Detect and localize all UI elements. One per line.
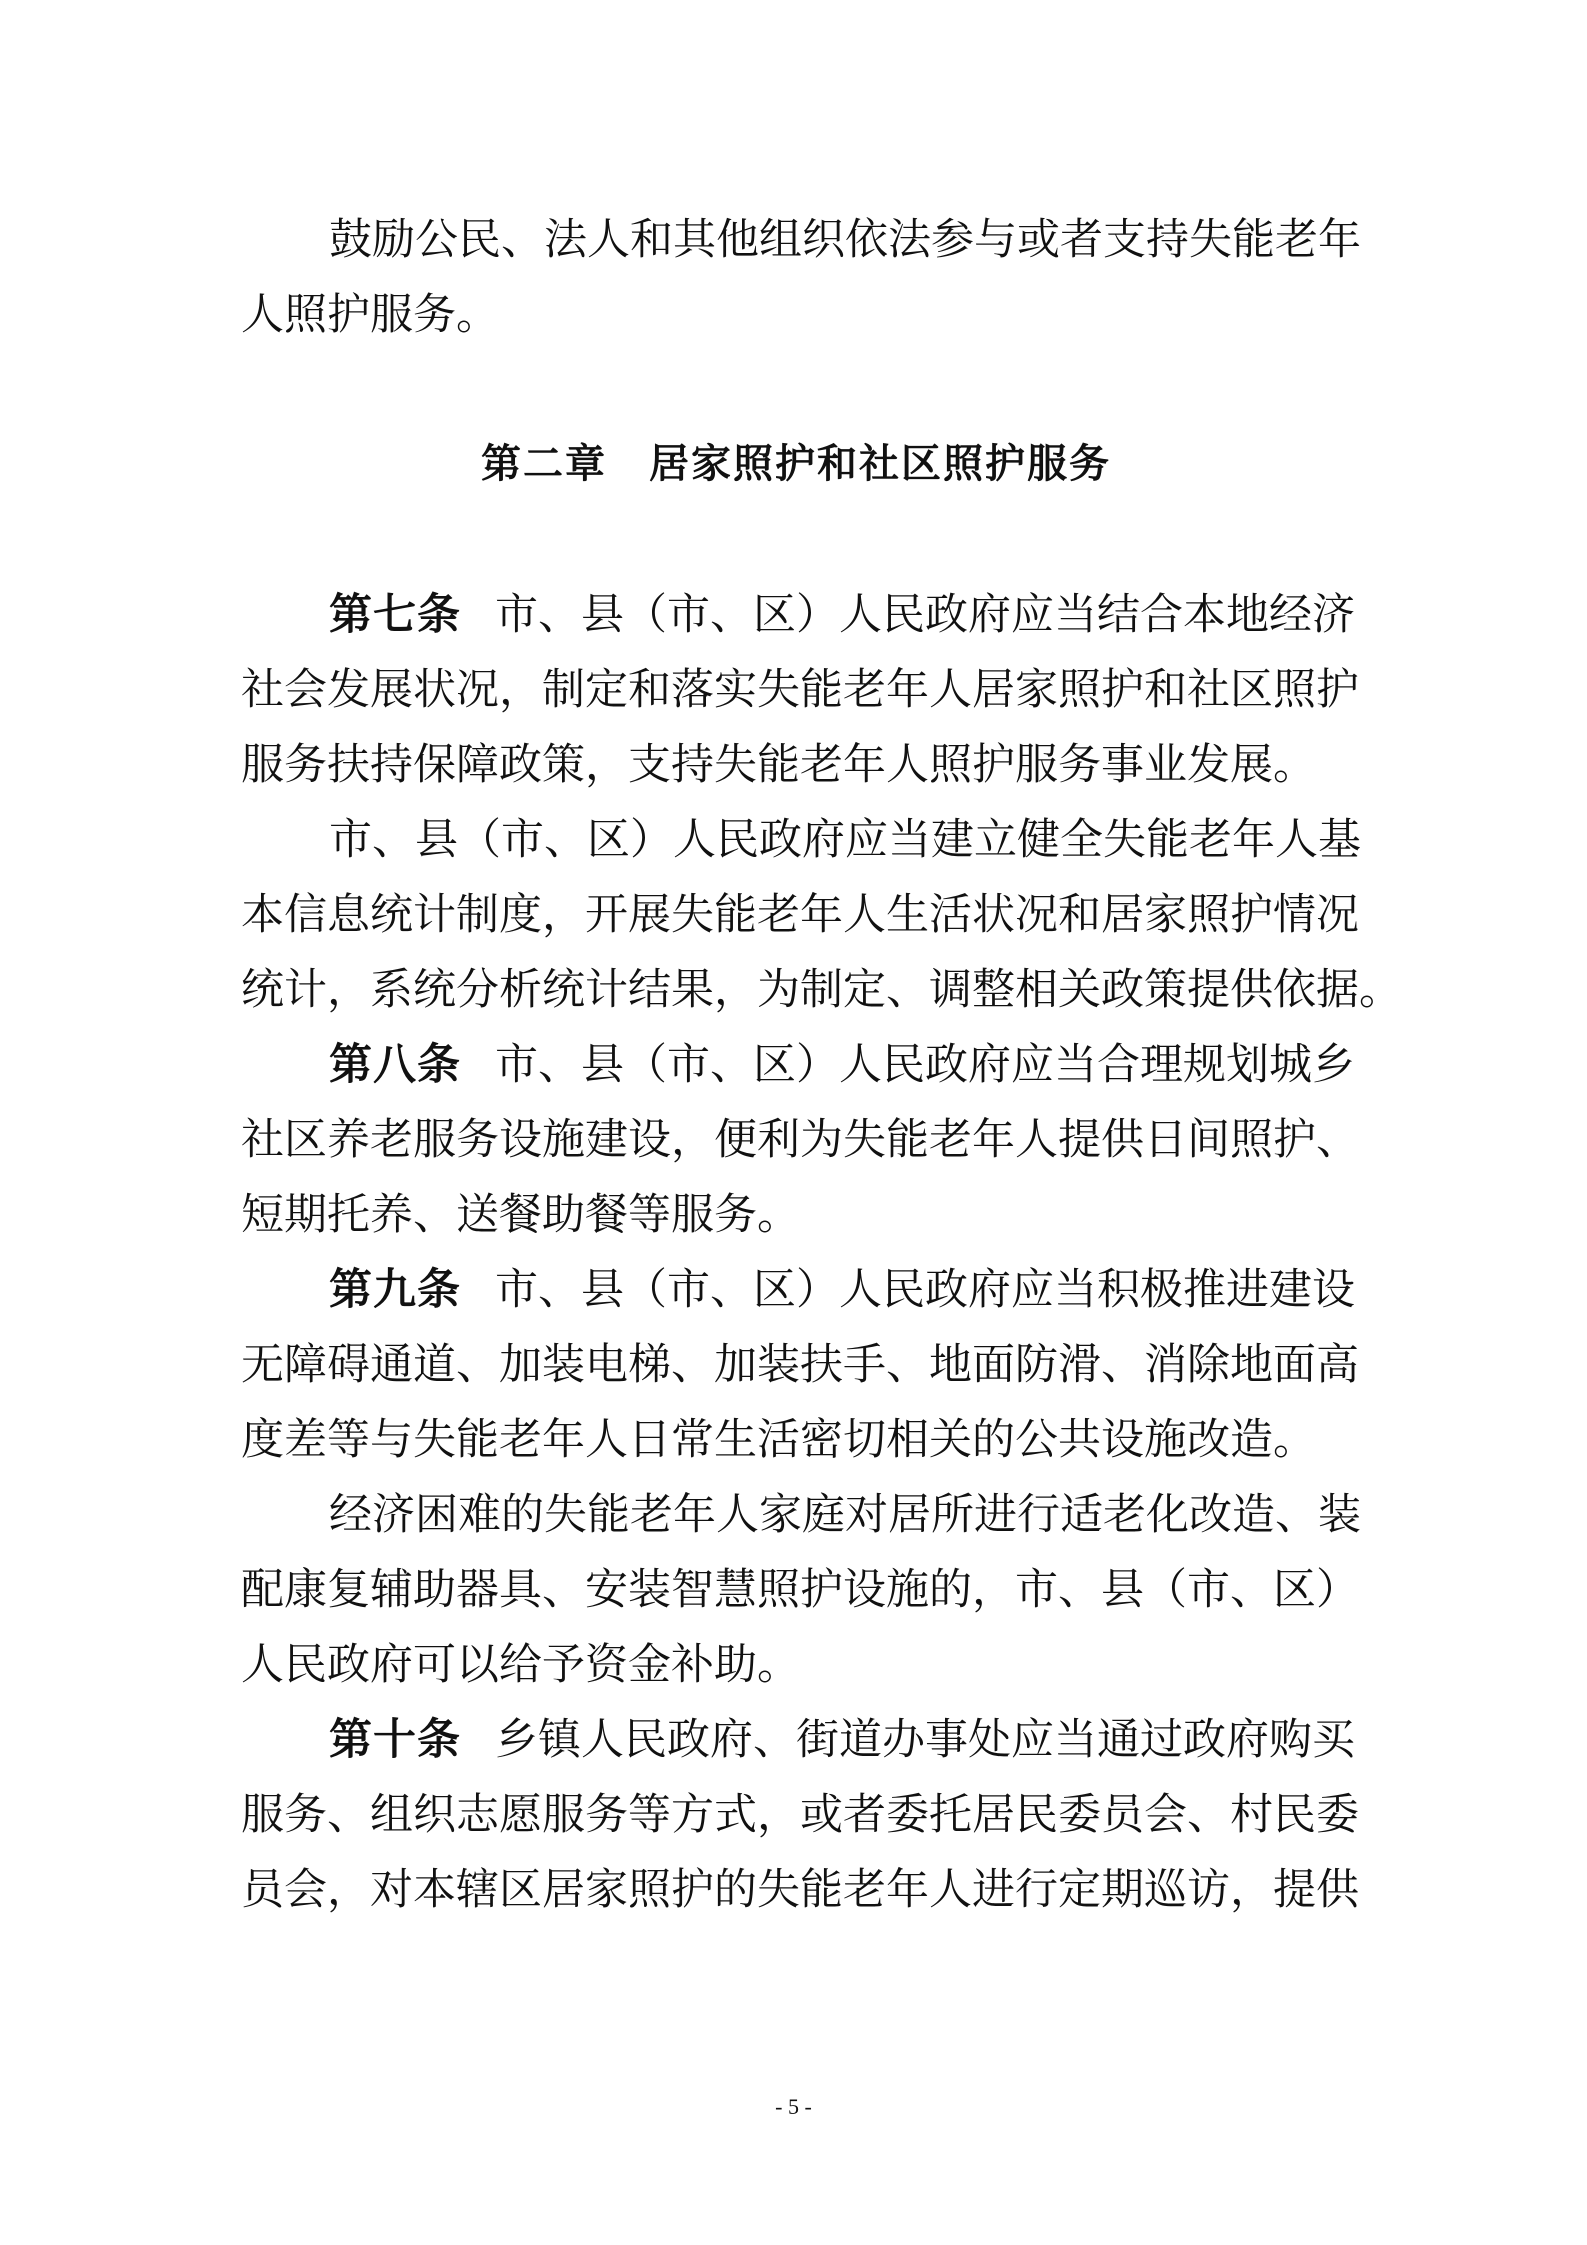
chapter-heading: 第二章 居家照护和社区照护服务 xyxy=(481,441,1111,487)
article-text: 市、县（市、区）人民政府应当积极推进建设 xyxy=(495,1265,1355,1315)
paragraph-line: 员会，对本辖区居家照护的失能老年人进行定期巡访，提供 xyxy=(241,1865,1359,1915)
article-first-line xyxy=(241,1260,1355,1320)
document-page xyxy=(241,0,1402,2245)
paragraph-line: 配康复辅助器具、安装智慧照护设施的，市、县（市、区） xyxy=(241,1565,1359,1615)
article-first-line xyxy=(241,1710,1355,1770)
paragraph-line: 经济困难的失能老年人家庭对居所进行适老化改造、装 xyxy=(329,1490,1361,1540)
paragraph-line: 鼓励公民、法人和其他组织依法参与或者支持失能老年 xyxy=(329,215,1361,265)
paragraph-line: 无障碍通道、加装电梯、加装扶手、地面防滑、消除地面高 xyxy=(241,1340,1359,1390)
paragraph-line: 社区养老服务设施建设，便利为失能老年人提供日间照护、 xyxy=(241,1115,1359,1165)
article-heading: 第九条 xyxy=(329,1265,461,1315)
article-heading: 第七条 xyxy=(329,590,461,640)
paragraph-line: 社会发展状况，制定和落实失能老年人居家照护和社区照护 xyxy=(241,665,1359,715)
article-first-line xyxy=(241,585,1355,645)
paragraph-line: 本信息统计制度，开展失能老年人生活状况和居家照护情况 xyxy=(241,890,1359,940)
article-text: 乡镇人民政府、街道办事处应当通过政府购买 xyxy=(495,1715,1355,1765)
paragraph-line: 度差等与失能老年人日常生活密切相关的公共设施改造。 xyxy=(241,1415,1316,1465)
article-text: 市、县（市、区）人民政府应当合理规划城乡 xyxy=(495,1040,1355,1090)
paragraph-line: 服务扶持保障政策，支持失能老年人照护服务事业发展。 xyxy=(241,740,1316,790)
paragraph-line: 统计，系统分析统计结果，为制定、调整相关政策提供依据。 xyxy=(241,965,1402,1015)
paragraph-line: 短期托养、送餐助餐等服务。 xyxy=(241,1190,800,1240)
paragraph-line: 市、县（市、区）人民政府应当建立健全失能老年人基 xyxy=(329,815,1361,865)
article-heading: 第八条 xyxy=(329,1040,461,1090)
page-number: - 5 - xyxy=(775,2094,812,2119)
paragraph-line: 人民政府可以给予资金补助。 xyxy=(241,1640,800,1690)
article-text: 市、县（市、区）人民政府应当结合本地经济 xyxy=(495,590,1355,640)
article-heading: 第十条 xyxy=(329,1715,461,1765)
article-first-line xyxy=(241,1035,1355,1095)
paragraph-line: 服务、组织志愿服务等方式，或者委托居民委员会、村民委 xyxy=(241,1790,1359,1840)
paragraph-line: 人照护服务。 xyxy=(241,290,499,340)
